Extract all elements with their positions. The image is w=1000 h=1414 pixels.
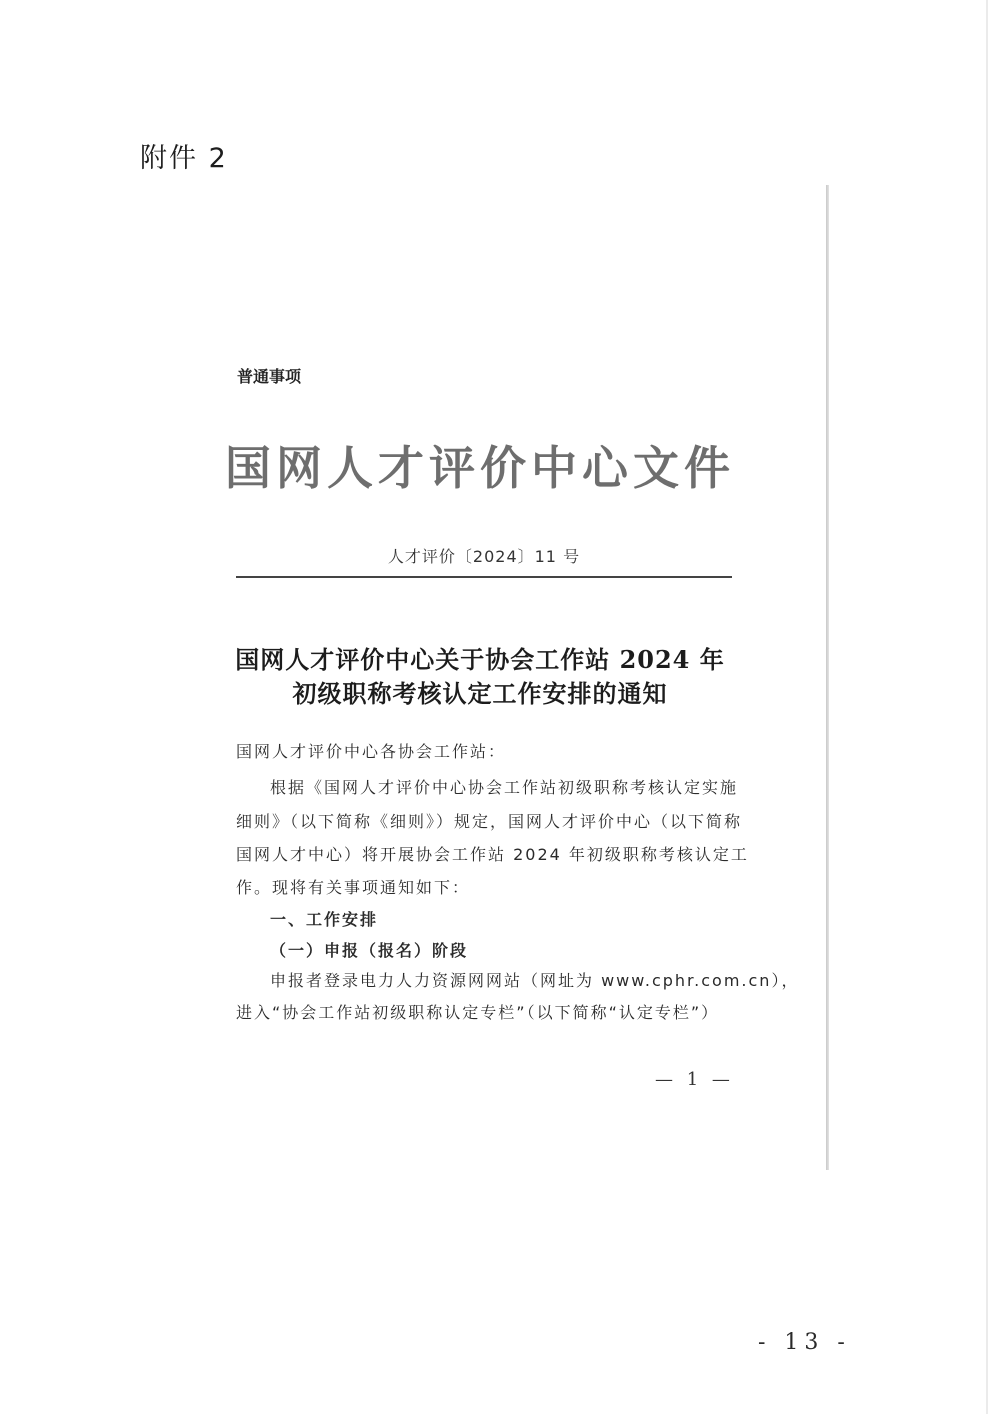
document-title-line-1: 国网人才评价中心关于协会工作站 2024 年 xyxy=(235,645,725,674)
subsection-heading: （一）申报（报名）阶段 xyxy=(270,941,469,960)
document-number: 人才评价〔2024〕11 号 xyxy=(387,547,581,566)
addressee: 国网人才评价中心各协会工作站： xyxy=(236,742,507,761)
paragraph-line: 细则》（以下简称《细则》）规定，国网人才评价中心（以下简称 xyxy=(236,812,743,831)
paragraph-line: 根据《国网人才评价中心协会工作站初级职称考核认定实施 xyxy=(270,778,739,797)
paragraph-line: 作。现将有关事项通知如下： xyxy=(236,878,471,897)
paragraph-line: 申报者登录电力人力资源网网站（网址为 www.cphr.com.cn）， xyxy=(270,971,800,990)
paragraph-line: 国网人才中心）将开展协会工作站 2024 年初级职称考核认定工 xyxy=(236,845,749,864)
priority-label: 普通事项 xyxy=(237,367,302,386)
document-header: 国网人才评价中心文件 xyxy=(225,441,735,495)
paragraph-line: 进入“协会工作站初级职称认定专栏”（以下简称“认定专栏”） xyxy=(236,1003,720,1022)
outer-page-number: - 13 - xyxy=(758,1330,851,1355)
inner-page-number: — 1 — xyxy=(655,1069,734,1090)
header-rule xyxy=(236,576,732,578)
attachment-label: 附件 2 xyxy=(140,143,228,174)
inner-page-edge xyxy=(826,185,829,1170)
scan-edge xyxy=(986,0,988,1414)
section-heading: 一、工作安排 xyxy=(270,910,379,929)
document-title-line-2: 初级职称考核认定工作安排的通知 xyxy=(292,679,668,708)
